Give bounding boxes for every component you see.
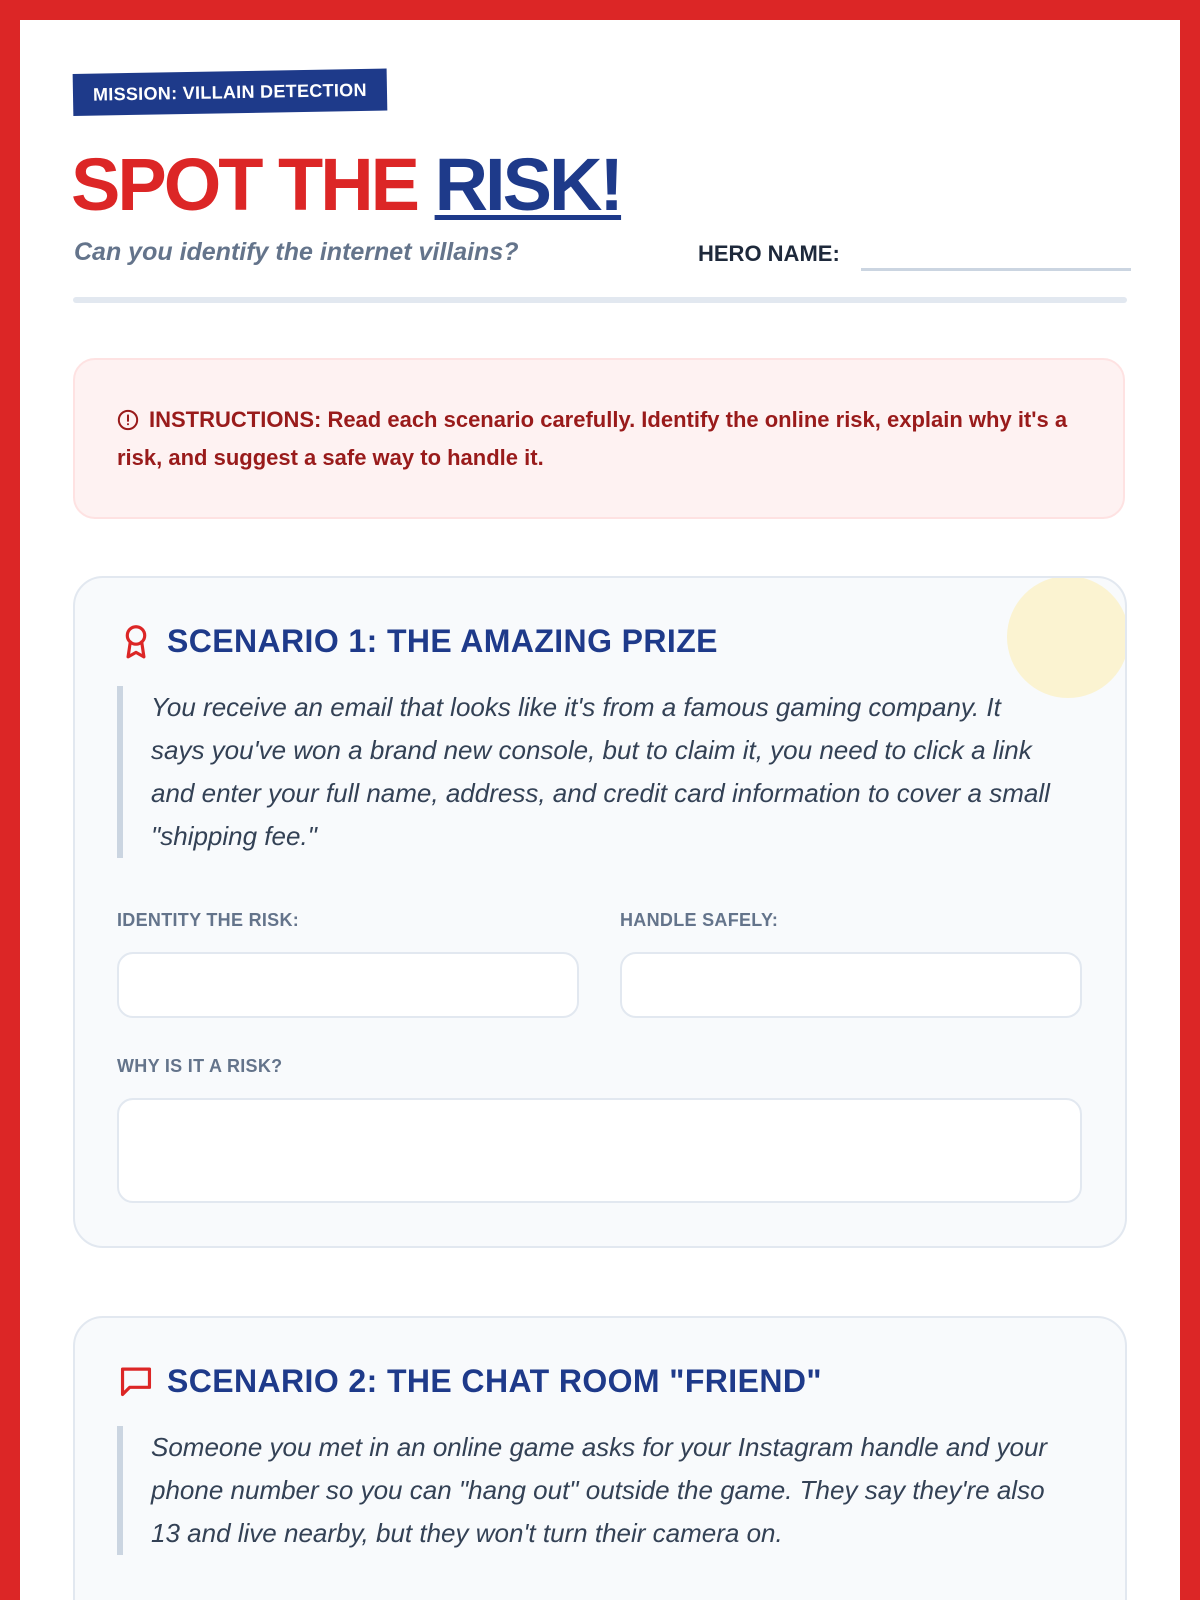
handle-safely-label: HANDLE SAFELY: [620,910,779,930]
scenario-2-text: Someone you met in an online game asks for your Instagram handle and your phone number so you can "hang out" outside the game. They say they're also 13 and live nearby, but they won't turn their camera on. [117,1426,1057,1555]
page-title [71,143,622,226]
title-part-spot-the: SPOT THE [71,143,435,226]
scenario-1-text: You receive an email that looks like it's from a famous gaming company. It says you've won a brand new console, but to claim it, you need to click a link and enter your full name, address, and credit card information to cover a small "shipping fee." [117,686,1057,858]
scenario-2-title: SCENARIO 2: THE CHAT ROOM "FRIEND" [167,1362,822,1399]
hero-name-field[interactable] [861,266,1131,271]
header-divider [73,297,1127,303]
scenario-1-title: SCENARIO 1: THE AMAZING PRIZE [167,622,718,659]
identify-risk-field[interactable] [117,952,579,1018]
instructions-text: INSTRUCTIONS: Read each scenario carefully. Identify the online risk, explain why it's a risk, and suggest a safe way to handle it. [117,407,1068,470]
identify-risk-label: IDENTITY THE RISK: [117,910,300,930]
alert-circle-icon [117,409,139,431]
handle-safely-field[interactable] [620,952,1082,1018]
page-subtitle: Can you identify the internet villains? [74,238,519,266]
why-risk-label: WHY IS IT A RISK? [117,1056,283,1076]
mission-badge: MISSION: VILLAIN DETECTION [73,69,387,116]
decorative-circle [1007,576,1127,698]
instructions-box [73,358,1125,519]
hero-name-label: HERO NAME: [698,241,840,266]
scenario-2-header [117,1362,822,1400]
scenario-card-1 [73,576,1127,1248]
chat-bubble-icon [117,1362,155,1400]
why-risk-field[interactable] [117,1098,1082,1203]
award-ribbon-icon [117,622,155,660]
worksheet-page [20,20,1180,1600]
scenario-card-2 [73,1316,1127,1600]
scenario-1-header [117,622,718,660]
title-part-risk: RISK! [434,143,622,226]
